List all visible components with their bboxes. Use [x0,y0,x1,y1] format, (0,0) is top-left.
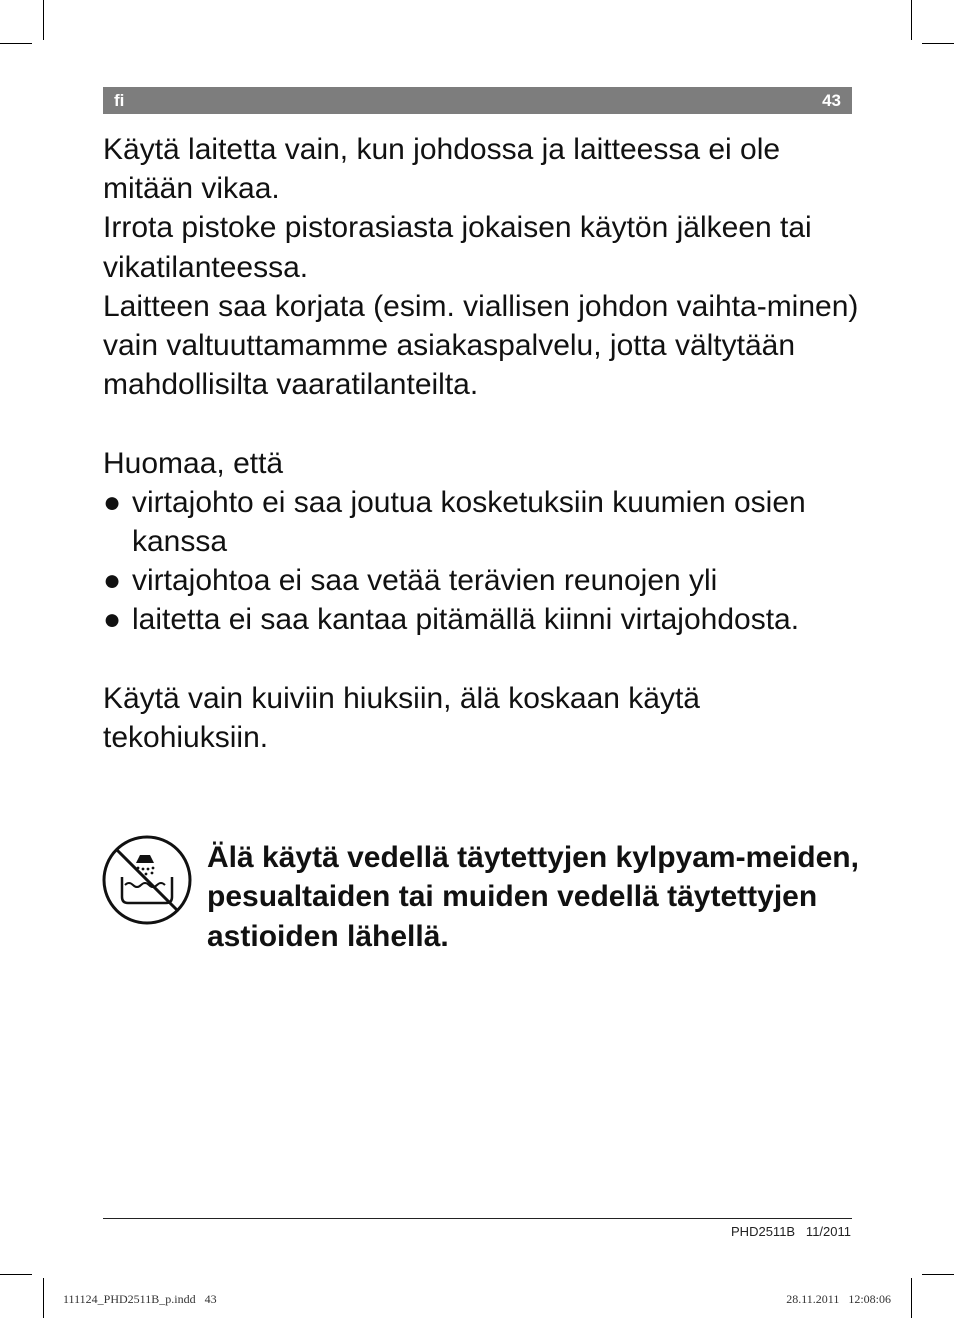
warning-block [100,833,860,963]
slug-filename: 111124_PHD2511B_p.indd 43 [63,1292,217,1306]
dry-hair-note: Käytä vain kuiviin hiuksiin, älä koskaan käytä tekohiuksiin. [103,681,700,755]
crop-mark [43,1278,44,1318]
crop-mark [911,1278,912,1318]
bullet-item [103,561,863,600]
paragraph: Käytä laitetta vain, kun johdossa ja laitteessa ei ole mitään vikaa. [103,133,781,206]
footer-rule [103,1218,852,1219]
warning-text: Älä käytä vedellä täytettyjen kylpyam-meiden, pesualtaiden tai muiden vedellä täytettyjen astioiden lähellä. [207,841,859,953]
note-intro: Huomaa, että [103,446,284,480]
language-code: fi [114,91,125,110]
bullet-text: virtajohto ei saa joutua kosketuksiin kuumien osien kanssa [132,485,806,559]
crop-mark [922,1274,954,1275]
crop-mark [911,0,912,40]
crop-mark [43,0,44,40]
bullet-item [103,600,863,639]
bullet-text: laitetta ei saa kantaa pitämällä kiinni virtajohdosta. [132,603,800,637]
crop-mark [0,1274,32,1275]
bullet-item [103,483,863,561]
footer-model-code: PHD2511B 11/2011 [731,1224,851,1239]
crop-mark [0,43,32,44]
page-number: 43 [822,91,841,110]
slug-timestamp: 28.11.2011 12:08:06 [786,1292,891,1306]
bullet-dot: ● [103,485,122,519]
paragraph: Irrota pistoke pistorasiasta jokaisen käytön jälkeen tai vikatilanteessa. [103,211,812,284]
page-header-bar [103,87,852,114]
bullet-text: virtajohtoa ei saa vetää terävien reunojen yli [132,564,718,598]
crop-mark [922,43,954,44]
paragraph: Laitteen saa korjata (esim. viallisen johdon vaihta-minen) vain valtuuttamamme asiakaspalvelu, jotta vältytään mahdollisilta vaaratilanteilta. [103,289,859,402]
bullet-dot: ● [103,603,122,637]
bullet-dot: ● [103,564,122,598]
body-text [103,130,863,757]
no-water-bath-icon [100,833,194,927]
